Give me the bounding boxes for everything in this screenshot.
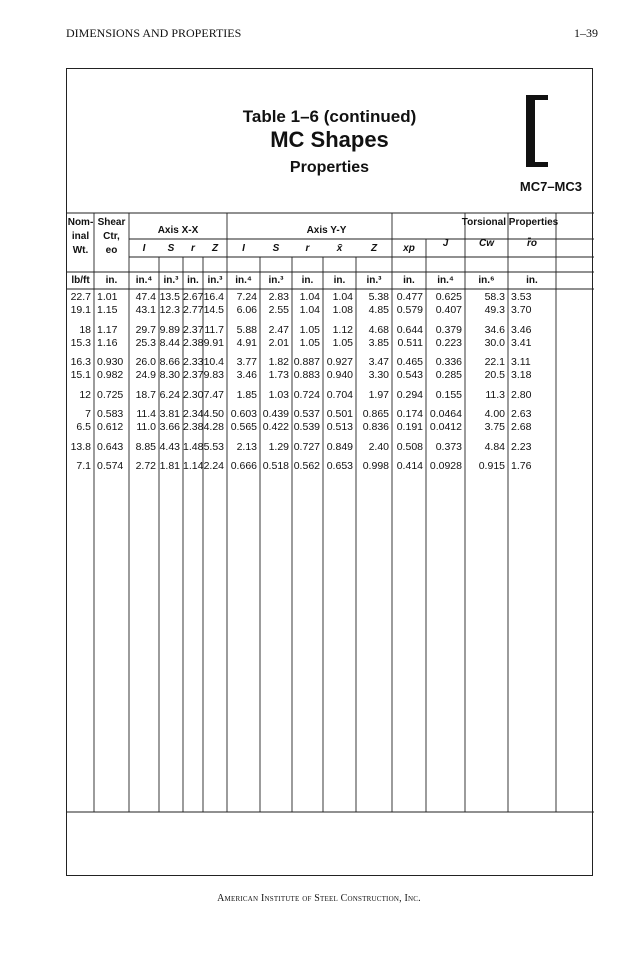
axis-xx-header: Axis X-X [157,225,199,236]
table-cell: 9.83 [203,369,224,381]
table-cell: 3.75 [484,421,505,433]
units-cell: in. [403,275,415,286]
table-cell: 43.1 [135,304,156,316]
table-cell: 1.15 [97,304,118,316]
table-cell: 1.04 [332,291,353,303]
table-cell: 0.883 [293,369,320,381]
table-cell: 20.5 [484,369,505,381]
units-cell: in.³ [268,275,284,286]
table-cell: 1.29 [268,440,289,453]
table-cell: 7.24 [236,291,257,303]
table-cell: 4.91 [236,336,257,349]
units-cell: in.³ [163,275,179,286]
table-cell: 0.0464 [429,408,462,420]
table-cell: 3.70 [511,304,532,316]
table-cell: 0.612 [97,421,124,433]
running-head [66,26,598,41]
table-cell: 0.583 [97,408,124,420]
table-cell: 25.3 [135,336,156,349]
table-cell: 3.41 [511,336,532,349]
units-cell: in.³ [207,275,223,286]
units-cell: in. [333,275,346,286]
table-cell: 12.3 [159,304,180,316]
table-cell: 15.1 [70,369,91,381]
table-cell: 10.4 [203,356,224,368]
table-cell: 4.00 [484,408,505,420]
table-cell: 0.513 [326,421,353,433]
units-cell: in.⁴ [135,275,153,286]
table-cell: 6.5 [76,421,91,433]
table-cell: 2.34 [183,408,204,420]
table-cell: 7.47 [203,388,224,401]
table-cell: 24.9 [135,369,156,381]
table-cell: 1.48 [183,440,204,453]
table-cell: 0.174 [396,408,423,420]
table-cell: 2.38 [183,336,204,349]
table-cell: 4.28 [203,421,224,433]
units-cell: in. [187,275,199,286]
table-cell: 8.66 [159,356,180,368]
table-cell: 13.8 [70,440,91,453]
table-cell: 0.666 [230,460,257,472]
table-cell: 22.7 [70,291,91,303]
table-cell: 0.465 [396,356,423,368]
table-cell: 1.73 [268,369,289,381]
table-cell: 0.940 [326,369,353,381]
table-cell: 1.14 [183,460,204,472]
shear-center-header: Ctr, [103,231,120,242]
table-cell: 0.543 [396,369,423,381]
table-cell: 0.998 [362,460,389,472]
nominal-weight-header: Wt. [72,245,89,256]
table-cell: 0.927 [326,356,353,368]
table-cell: 0.644 [396,323,423,336]
table-cell: 0.865 [362,408,389,420]
table-cell: 8.30 [159,369,180,381]
table-cell: 0.539 [293,421,320,433]
table-title: MC Shapes [270,127,389,152]
table-grid [67,69,594,877]
table-cell: 0.223 [435,336,462,349]
table-cell: 3.30 [368,369,389,381]
running-head-left: DIMENSIONS AND PROPERTIES [66,26,242,40]
table-cell: 2.01 [268,336,289,349]
table-cell: 0.849 [326,440,353,453]
table-cell: 7 [85,408,91,420]
table-cell: 1.12 [332,323,353,336]
table-cell: 0.915 [478,460,505,472]
table-cell: 2.30 [183,388,204,401]
table-cell: 0.565 [230,421,257,433]
symbol-header: r̄o [527,238,537,249]
table-cell: 49.3 [484,304,505,316]
table-cell: 0.0412 [429,421,462,433]
table-cell: 0.407 [435,304,462,316]
table-cell: 11.0 [136,421,156,433]
table-cell: 0.603 [230,408,257,420]
table-cell: 11.7 [204,323,224,336]
table-cell: 30.0 [484,336,505,349]
table-cell: 3.46 [511,323,532,336]
table-cell: 3.46 [236,369,257,381]
table-cell: 1.04 [299,291,320,303]
table-cell: 26.0 [135,356,156,368]
table-cell: 58.3 [484,291,505,303]
table-cell: 0.155 [435,388,462,401]
table-cell: 2.24 [203,460,224,472]
symbol-header: r [191,243,195,254]
table-cell: 29.7 [135,323,156,336]
table-cell: 3.53 [511,291,532,303]
table-cell: 2.80 [511,388,532,401]
table-cell: 4.85 [368,304,389,316]
units-cell: in. [301,275,314,286]
table-cell: 0.653 [326,460,353,472]
symbol-header: I [142,243,146,254]
symbol-header: Z [370,243,378,254]
table-cell: 5.38 [368,291,389,303]
axis-yy-header: Axis Y-Y [306,225,347,236]
symbol-header: Z [211,243,219,254]
table-cell: 1.76 [511,460,532,472]
table-cell: 2.13 [236,440,257,453]
table-cell: 1.05 [299,336,320,349]
table-cell: 2.23 [511,440,532,453]
table-cell: 0.501 [326,408,353,420]
table-cell: 0.574 [97,460,124,472]
units-cell: in. [526,275,538,286]
page-footer: American Institute of Steel Construction, Inc. [217,893,421,904]
table-cell: 15.3 [70,336,91,349]
table-cell: 0.887 [293,356,320,368]
units-cell: in.⁶ [478,275,495,286]
table-frame [66,68,593,876]
table-cell: 5.53 [203,440,224,453]
symbol-header: xp [403,243,415,254]
table-cell: 4.50 [203,408,224,420]
table-cell: 2.47 [268,323,289,336]
table-cell: 0.579 [396,304,423,316]
table-cell: 3.77 [236,356,257,368]
units-cell: in.⁴ [437,275,454,286]
table-cell: 0.414 [396,460,423,472]
units-cell: in. [105,275,118,286]
symbol-header: J [442,238,449,249]
table-number: Table 1–6 (continued) [242,107,417,126]
table-cell: 0.724 [293,388,320,401]
table-cell: 12 [79,388,91,401]
table-cell: 1.04 [299,304,320,316]
table-cell: 34.6 [484,323,505,336]
table-subtitle: Properties [289,159,370,176]
table-cell: 2.37 [183,369,204,381]
table-cell: 1.01 [97,291,118,303]
table-cell: 1.17 [97,323,118,336]
torsional-header: Torsional Properties [461,217,559,228]
table-cell: 13.5 [159,291,180,303]
table-cell: 0.0928 [429,460,462,472]
table-cell: 2.67 [183,291,204,303]
table-cell: 8.85 [135,440,156,453]
symbol-header: S [167,243,175,254]
symbol-header: x̄ [336,243,343,254]
shear-center-header: Shear [97,217,126,228]
table-cell: 18.7 [135,388,156,401]
nominal-weight-header: Nom- [67,217,94,228]
units-cell: in.⁴ [235,275,252,286]
table-cell: 0.930 [97,356,124,368]
table-cell: 1.82 [268,356,289,368]
table-cell: 9.91 [203,336,224,349]
table-cell: 1.05 [332,336,353,349]
table-cell: 4.84 [484,440,505,453]
table-cell: 0.285 [435,369,462,381]
table-cell: 0.422 [262,421,289,433]
symbol-header: Cw [479,238,494,249]
table-cell: 4.68 [368,323,389,336]
table-cell: 3.18 [511,369,532,381]
table-cell: 6.24 [159,388,180,401]
units-cell: lb/ft [71,275,90,286]
table-cell: 3.11 [511,356,531,368]
table-cell: 0.537 [293,408,320,420]
table-cell: 0.625 [435,291,462,303]
table-cell: 5.88 [236,323,257,336]
table-cell: 9.89 [159,323,180,336]
table-cell: 6.06 [236,304,257,316]
table-cell: 16.3 [70,356,91,368]
table-cell: 1.05 [299,323,320,336]
table-cell: 2.37 [183,323,204,336]
table-cell: 7.1 [76,460,91,472]
table-cell: 0.727 [293,440,320,453]
table-cell: 0.336 [435,356,462,368]
table-cell: 11.4 [136,408,156,420]
symbol-header: r [305,243,310,254]
table-cell: 4.43 [159,440,180,453]
table-cell: 1.08 [332,304,353,316]
table-cell: 2.68 [511,421,532,433]
table-cell: 2.55 [268,304,289,316]
table-cell: 22.1 [484,356,505,368]
table-cell: 1.81 [159,460,180,472]
table-cell: 0.191 [396,421,423,433]
table-cell: 16.4 [203,291,224,303]
units-cell: in.³ [366,275,382,286]
symbol-header: S [272,243,280,254]
page-number: 1–39 [574,26,598,40]
symbol-header: I [242,243,245,254]
shear-center-header: eo [105,245,118,256]
table-cell: 0.643 [97,440,124,453]
nominal-weight-header: inal [71,231,90,242]
table-cell: 0.836 [362,421,389,433]
table-cell: 1.03 [268,388,289,401]
table-cell: 3.47 [368,356,389,368]
table-cell: 0.511 [397,336,423,349]
table-cell: 1.97 [368,388,389,401]
table-cell: 2.33 [183,356,204,368]
table-cell: 0.373 [435,440,462,453]
table-cell: 0.982 [97,369,124,381]
table-cell: 0.704 [326,388,353,401]
table-cell: 0.508 [396,440,423,453]
designation-label: MC7–MC3 [519,179,582,194]
table-cell: 2.40 [368,440,389,453]
table-cell: 1.85 [236,388,257,401]
table-cell: 0.562 [293,460,320,472]
table-cell: 2.38 [183,421,204,433]
table-cell: 2.72 [135,460,156,472]
table-cell: 2.77 [183,304,204,316]
table-cell: 0.294 [396,388,423,401]
table-cell: 2.83 [268,291,289,303]
table-cell: 0.379 [435,323,462,336]
table-cell: 3.85 [368,336,389,349]
table-cell: 2.63 [511,408,532,420]
table-cell: 3.66 [159,421,180,433]
table-cell: 0.725 [97,388,124,401]
table-cell: 0.518 [262,460,289,472]
table-cell: 47.4 [135,291,156,303]
table-cell: 14.5 [203,304,224,316]
table-cell: 1.16 [97,336,118,349]
table-cell: 19.1 [70,304,91,316]
table-cell: 3.81 [159,408,180,420]
table-cell: 0.439 [262,408,289,420]
table-cell: 18 [79,323,91,336]
table-cell: 0.477 [396,291,423,303]
table-cell: 11.3 [485,388,505,401]
table-cell: 8.44 [159,336,180,349]
